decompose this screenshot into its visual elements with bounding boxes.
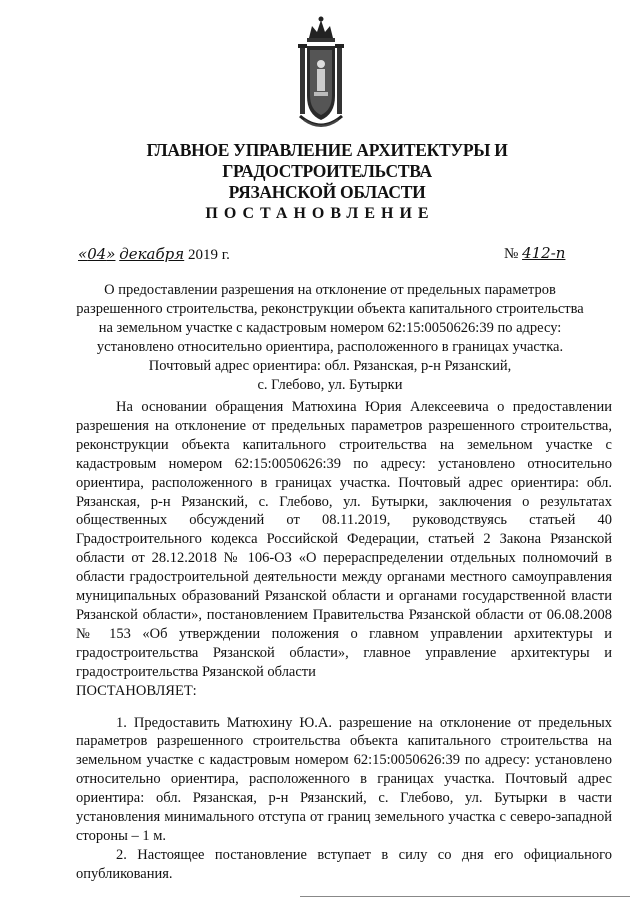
document-type-title: ПОСТАНОВЛЕНИЕ	[205, 205, 435, 222]
org-line-1: ГЛАВНОЕ УПРАВЛЕНИЕ АРХИТЕКТУРЫ И ГРАДОСТРОИТЕЛЬСТВА	[146, 140, 508, 181]
document-date	[78, 245, 230, 264]
subject-line: Почтовый адрес ориентира: обл. Рязанская, р-н Рязанский,	[148, 358, 512, 374]
subject-line: на земельном участке с кадастровым номером 62:15:0050626:39 по адресу:	[98, 320, 562, 336]
subject-line: с. Глебово, ул. Бутырки	[257, 377, 403, 393]
subject-line: О предоставлении разрешения на отклонение от предельных параметров	[104, 282, 556, 298]
document-subject	[60, 281, 600, 395]
subject-line: разрешенного строительства, реконструкции объекта капитального строительства	[76, 301, 584, 317]
coat-of-arms-emblem	[296, 16, 346, 134]
subject-line: установлено относительно ориентира, расположенного в границах участка.	[96, 339, 564, 355]
org-line-2: РЯЗАНСКОЙ ОБЛАСТИ	[228, 182, 426, 202]
document-body	[76, 398, 612, 884]
decree-item-1: 1. Предоставить Матюхину Ю.А. разрешение на отклонение от предельных параметров разрешенного строительства объекта капитального строительства на земельном участке с кадастровым номером 62:15:0050626:39 по адресу: установлено относительно ориентира, расположенного в границах участка. Почтовый адрес ориентира: обл. Рязанская, р-н Рязанский, с. Глебово, ул. Бутырки в части установления минимального отступа от границ земельного участка с северо-западной стороны – 1 м.	[76, 714, 612, 844]
organization-header	[40, 140, 614, 203]
date-day: 04	[87, 245, 107, 263]
decree-item-2: 2. Настоящее постановление вступает в силу со дня его официального опубликования.	[76, 846, 612, 882]
preamble-paragraph: На основании обращения Матюхина Юрия Алексеевича о предоставлении разрешения на отклонение от предельных параметров разрешенного строительства, реконструкции объекта капитального строительства на земельном участке с кадастровым номером 62:15:0050626:39 по адресу: установлено относительно ориентира, расположенного в границах участка. Почтовый адрес ориентира: обл. Рязанская, р-н Рязанский, с. Глебово, ул. Бутырки, заключения о результатах общественных обсуждений от 08.11.2019, руководствуясь статьей 40 Градостроительного кодекса Российской Федерации, статьей 2 Закона Рязанской области от 28.12.2018 № 106-ОЗ «О перераспределении отдельных полномочий в области градостроительной деятельности между органами местного самоуправления муниципальных образований Рязанской области и органами государственной власти Рязанской области», постановлением Правительства Рязанской области от 06.08.2008 № 153 «Об утверждении положения о главном управлении архитектуры и градостроительства Рязанской области», главное управление архитектуры и градостроительства Рязанской области	[76, 399, 612, 680]
date-month: декабря	[119, 245, 185, 263]
number-value: 412-п	[522, 244, 566, 262]
date-year: 2019 г.	[187, 247, 230, 263]
date-quote-close: »	[106, 245, 116, 263]
document-number	[504, 244, 565, 263]
decree-word: ПОСТАНОВЛЯЕТ:	[76, 682, 197, 699]
number-label: №	[504, 246, 519, 262]
date-quote-open: «	[78, 245, 88, 263]
page-edge-line	[300, 896, 630, 897]
